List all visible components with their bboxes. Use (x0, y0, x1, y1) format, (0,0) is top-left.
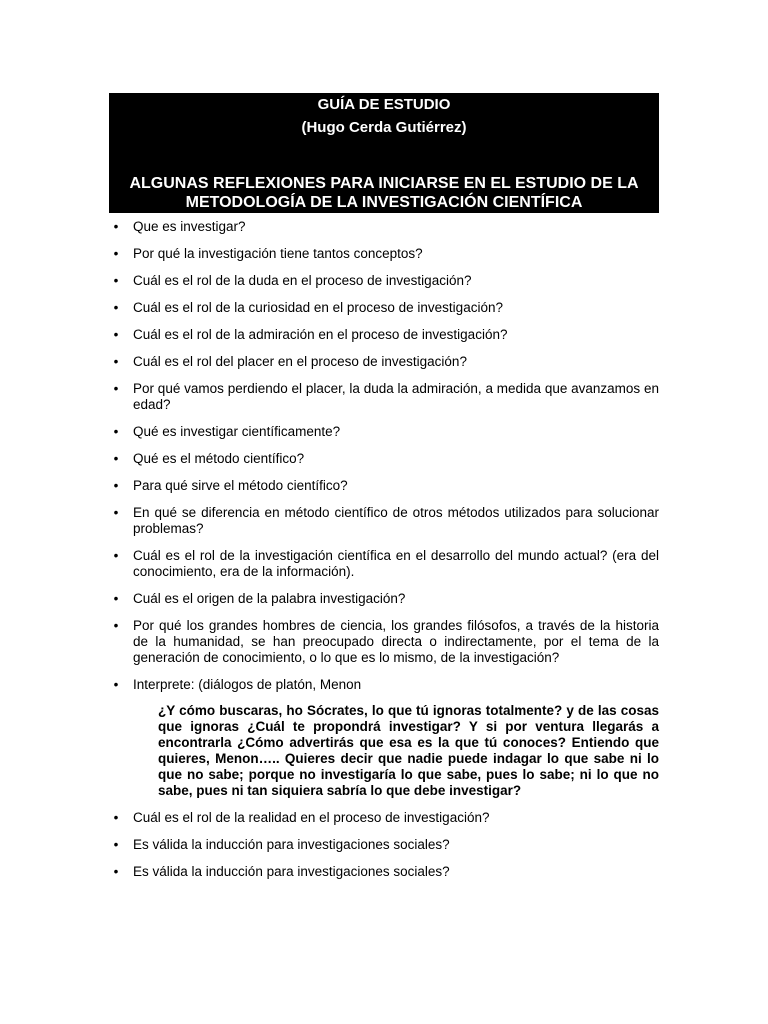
bullet-icon: • (113, 246, 119, 261)
list-item (109, 451, 659, 467)
bullet-icon: • (113, 451, 119, 466)
list-item (109, 864, 659, 880)
list-item (109, 591, 659, 607)
bullet-icon: • (113, 381, 119, 396)
list-item (109, 837, 659, 853)
plato-menon-quote: ¿Y cómo buscaras, ho Sócrates, lo que tú ignoras totalmente? y de las cosas que ignoras ¿Cuál te propondrá investigar? Y si por ventura llegarás a encontrarla ¿Cómo advertirás que esa es la que tú conoces? Entiendo que quieres, Menon….. Quieres decir que nadie puede indagar lo que sabe ni lo que no sabe; porque no investigaría lo que sabe, pues lo sabe; ni lo que no sabe, pues ni tan siquiera sabría lo que debe investigar? (158, 703, 659, 798)
bullet-icon: • (113, 618, 119, 633)
question-text: Para qué sirve el método científico? (133, 478, 348, 493)
question-text: Cuál es el rol de la investigación científica en el desarrollo del mundo actual? (era del conocimiento, era de la información). (133, 548, 659, 579)
question-text: Qué es el método científico? (133, 451, 305, 466)
question-text: Cuál es el rol del placer en el proceso de investigación? (133, 354, 467, 369)
bullet-icon: • (113, 354, 119, 369)
question-text: Es válida la inducción para investigaciones sociales? (133, 864, 450, 879)
question-text: En qué se diferencia en método científico de otros métodos utilizados para solucionar problemas? (133, 505, 659, 536)
question-text: Que es investigar? (133, 219, 246, 234)
question-list (109, 219, 659, 891)
list-item (109, 246, 659, 262)
bullet-icon: • (113, 864, 119, 879)
bullet-icon: • (113, 327, 119, 342)
document-subtitle: ALGUNAS REFLEXIONES PARA INICIARSE EN EL ESTUDIO DE LA METODOLOGÍA DE LA INVESTIGACIÓN CIENTÍFICA (129, 175, 639, 211)
list-item (109, 677, 659, 799)
list-item (109, 381, 659, 413)
bullet-icon: • (113, 273, 119, 288)
list-item (109, 300, 659, 316)
question-text: Interprete: (diálogos de platón, Menon (133, 677, 362, 692)
list-item (109, 273, 659, 289)
list-item (109, 424, 659, 440)
document-author: (Hugo Cerda Gutiérrez) (301, 119, 467, 136)
bullet-icon: • (113, 591, 119, 606)
bullet-icon: • (113, 219, 119, 234)
question-text: Cuál es el origen de la palabra investigación? (133, 591, 406, 606)
document-title: GUÍA DE ESTUDIO (317, 96, 451, 113)
question-text: Cuál es el rol de la realidad en el proceso de investigación? (133, 810, 490, 825)
bullet-icon: • (113, 677, 119, 692)
list-item (109, 618, 659, 666)
bullet-icon: • (113, 478, 119, 493)
question-text: Cuál es el rol de la curiosidad en el proceso de investigación? (133, 300, 503, 315)
question-text: Por qué la investigación tiene tantos conceptos? (133, 246, 423, 261)
bullet-icon: • (113, 505, 119, 520)
list-item (109, 354, 659, 370)
list-item (109, 548, 659, 580)
question-text: Por qué vamos perdiendo el placer, la duda la admiración, a medida que avanzamos en edad? (133, 381, 659, 412)
question-text: Cuál es el rol de la duda en el proceso de investigación? (133, 273, 472, 288)
question-text: Por qué los grandes hombres de ciencia, los grandes filósofos, a través de la historia de la humanidad, se han preocupado directa o indirectamente, por el tema de la generación de conocimiento, o lo que es lo mismo, de la investigación? (133, 618, 659, 665)
bullet-icon: • (113, 548, 119, 563)
question-text: Cuál es el rol de la admiración en el proceso de investigación? (133, 327, 508, 342)
bullet-icon: • (113, 424, 119, 439)
bullet-icon: • (113, 810, 119, 825)
list-item (109, 478, 659, 494)
question-text: Qué es investigar científicamente? (133, 424, 341, 439)
question-text: Es válida la inducción para investigaciones sociales? (133, 837, 450, 852)
list-item (109, 219, 659, 235)
bullet-icon: • (113, 300, 119, 315)
list-item (109, 327, 659, 343)
list-item (109, 505, 659, 537)
bullet-icon: • (113, 837, 119, 852)
title-block (109, 93, 659, 213)
list-item (109, 810, 659, 826)
